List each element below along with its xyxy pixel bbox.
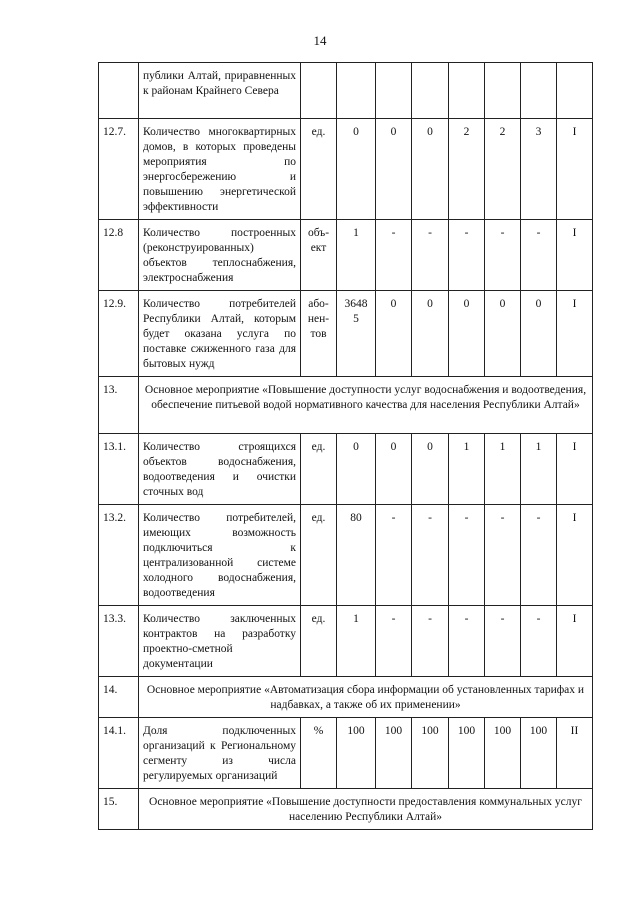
table-row [99, 434, 593, 505]
value-cell: 0 [376, 119, 412, 220]
section-title: Основное мероприятие «Повышение доступности услуг водоснабжения и водоотведения, обеспечение питьевой водой нормативного качества для населения Республики Алтай» [139, 377, 593, 434]
table-row [99, 291, 593, 377]
value-cell: 1 [337, 606, 376, 677]
value-cell: 100 [521, 718, 557, 789]
table-row [99, 119, 593, 220]
row-number: 12.8 [99, 220, 139, 291]
value-cell: 1 [485, 434, 521, 505]
value-cell: - [412, 606, 449, 677]
unit-cell: % [301, 718, 337, 789]
indicator-name: Количество потребителей, имеющих возможность подключиться к централизованной системе холодного водоснабжения, водоотведения [139, 505, 301, 606]
value-cell [521, 63, 557, 119]
value-cell: - [412, 505, 449, 606]
value-cell [449, 63, 485, 119]
value-cell: I [557, 119, 593, 220]
value-cell: 80 [337, 505, 376, 606]
value-cell [412, 63, 449, 119]
value-cell: II [557, 718, 593, 789]
value-cell: - [412, 220, 449, 291]
value-cell [376, 63, 412, 119]
section-row [99, 377, 593, 434]
value-cell: I [557, 220, 593, 291]
unit-cell: ед. [301, 119, 337, 220]
value-cell: - [485, 505, 521, 606]
table-row [99, 606, 593, 677]
indicator-name: Количество строящихся объектов водоснабжения, водоотведения и очистки сточных вод [139, 434, 301, 505]
table-row [99, 505, 593, 606]
table-row [99, 220, 593, 291]
value-cell: 1 [337, 220, 376, 291]
value-cell: 0 [337, 434, 376, 505]
section-title: Основное мероприятие «Автоматизация сбора информации об установленных тарифах и надбавках, а также об их применении» [139, 677, 593, 718]
row-number: 12.7. [99, 119, 139, 220]
value-cell [485, 63, 521, 119]
section-title: Основное мероприятие «Повышение доступности предоставления коммунальных услуг населению Республики Алтай» [139, 789, 593, 830]
table-body [99, 63, 593, 830]
value-cell: - [521, 505, 557, 606]
value-cell: 2 [449, 119, 485, 220]
value-cell: - [521, 220, 557, 291]
row-number: 14. [99, 677, 139, 718]
value-cell [337, 63, 376, 119]
indicator-name: Количество построенных (реконструированных) объектов теплоснабжения, электроснабжения [139, 220, 301, 291]
row-number: 13. [99, 377, 139, 434]
value-cell: 0 [412, 291, 449, 377]
unit-cell [301, 63, 337, 119]
unit-cell: объ-ект [301, 220, 337, 291]
unit-cell: ед. [301, 505, 337, 606]
value-cell: 0 [376, 291, 412, 377]
value-cell: 0 [521, 291, 557, 377]
indicator-name: публики Алтай, приравненных к районам Крайнего Севера [139, 63, 301, 119]
value-cell: 0 [412, 434, 449, 505]
value-cell: 100 [485, 718, 521, 789]
row-number: 13.1. [99, 434, 139, 505]
value-cell: - [521, 606, 557, 677]
unit-cell: ед. [301, 434, 337, 505]
value-cell: 3648 5 [337, 291, 376, 377]
value-cell: 0 [485, 291, 521, 377]
row-number: 14.1. [99, 718, 139, 789]
value-cell: - [376, 505, 412, 606]
value-cell: 100 [337, 718, 376, 789]
value-cell: I [557, 291, 593, 377]
section-row [99, 789, 593, 830]
row-number: 15. [99, 789, 139, 830]
value-cell: 0 [412, 119, 449, 220]
value-cell: - [376, 606, 412, 677]
value-cell: - [449, 606, 485, 677]
value-cell: 0 [376, 434, 412, 505]
row-number: 13.2. [99, 505, 139, 606]
value-cell: - [485, 606, 521, 677]
value-cell: 2 [485, 119, 521, 220]
value-cell: 100 [412, 718, 449, 789]
value-cell: 100 [376, 718, 412, 789]
indicator-name: Доля подключенных организаций к Региональному сегменту из числа регулируемых организаций [139, 718, 301, 789]
value-cell: 1 [449, 434, 485, 505]
value-cell: I [557, 505, 593, 606]
row-number: 12.9. [99, 291, 139, 377]
row-number [99, 63, 139, 119]
unit-cell: або-нен-тов [301, 291, 337, 377]
value-cell: 100 [449, 718, 485, 789]
page-number: 14 [313, 33, 327, 48]
row-number: 13.3. [99, 606, 139, 677]
value-cell: 3 [521, 119, 557, 220]
unit-cell: ед. [301, 606, 337, 677]
value-cell: 0 [337, 119, 376, 220]
value-cell: I [557, 606, 593, 677]
value-cell: 1 [521, 434, 557, 505]
value-cell: - [376, 220, 412, 291]
value-cell: - [449, 220, 485, 291]
section-row [99, 677, 593, 718]
value-cell: - [449, 505, 485, 606]
indicator-name: Количество многоквартирных домов, в которых проведены мероприятия по энергосбережению и повышению энергетической эффективности [139, 119, 301, 220]
value-cell: 0 [449, 291, 485, 377]
indicator-name: Количество потребителей Республики Алтай, которым будет оказана услуга по поставке сжиженного газа для бытовых нужд [139, 291, 301, 377]
value-cell: - [485, 220, 521, 291]
value-cell [557, 63, 593, 119]
table-row [99, 63, 593, 119]
value-cell: I [557, 434, 593, 505]
indicators-table [98, 62, 593, 830]
table-row [99, 718, 593, 789]
indicator-name: Количество заключенных контрактов на разработку проектно-сметной документации [139, 606, 301, 677]
